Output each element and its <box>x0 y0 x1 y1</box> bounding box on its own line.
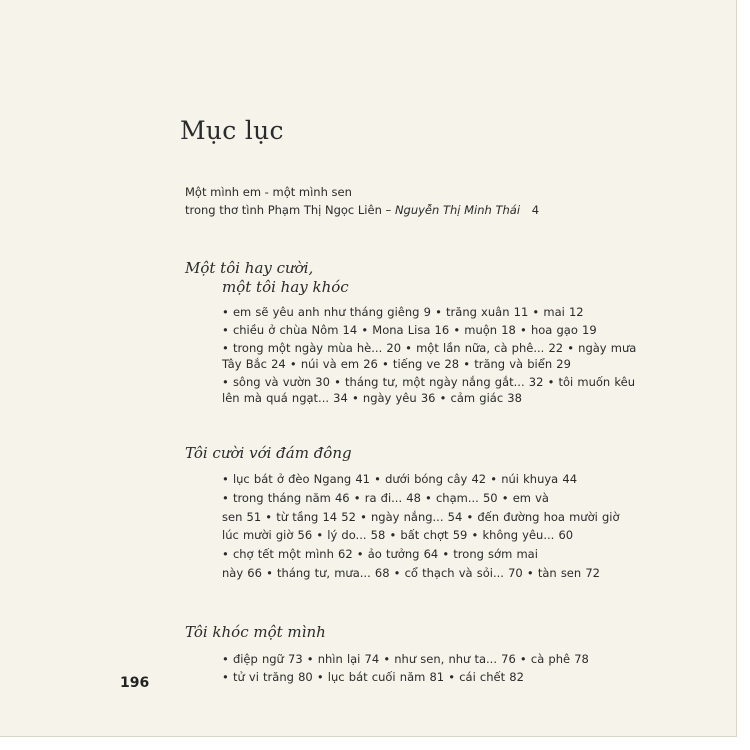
page-title: Mục lục <box>180 116 284 145</box>
toc-line: • sông và vườn 30 • tháng tư, một ngày nắng gắt... 32 • tôi muốn kêu <box>222 375 635 389</box>
section-1-title-line2: một tôi hay khóc <box>222 278 349 296</box>
intro-title-line: Một mình em - một mình sen <box>185 185 352 199</box>
toc-line: • trong một ngày mùa hè... 20 • một lần nữa, cà phê... 22 • ngày mưa <box>222 341 637 355</box>
section-3-title: Tôi khóc một mình <box>185 623 326 641</box>
toc-line: • tử vi trăng 80 • lục bát cuối năm 81 • cái chết 82 <box>222 670 524 684</box>
toc-line: • em sẽ yêu anh như tháng giêng 9 • trăng xuân 11 • mai 12 <box>222 305 584 319</box>
toc-line: • chợ tết một mình 62 • ảo tưởng 64 • trong sớm mai <box>222 547 538 561</box>
intro-author: Nguyễn Thị Minh Thái <box>394 203 521 217</box>
toc-line: Tây Bắc 24 • núi và em 26 • tiếng ve 28 • trăng và biển 29 <box>222 357 571 371</box>
toc-line: • chiều ở chùa Nôm 14 • Mona Lisa 16 • muộn 18 • hoa gạo 19 <box>222 323 597 337</box>
section-1-title: Một tôi hay cười, <box>185 259 314 277</box>
intro-subtitle-text: trong thơ tình Phạm Thị Ngọc Liên – <box>185 203 392 217</box>
toc-line: • lục bát ở đèo Ngang 41 • dưới bóng cây 42 • núi khuya 44 <box>222 472 578 486</box>
toc-line: • điệp ngữ 73 • nhìn lại 74 • như sen, như ta... 76 • cà phê 78 <box>222 652 589 666</box>
toc-line: này 66 • tháng tư, mưa... 68 • cổ thạch và sỏi... 70 • tàn sen 72 <box>222 566 600 580</box>
page-number: 196 <box>120 675 150 691</box>
intro-page-number: 4 <box>531 203 540 217</box>
toc-line: lên mà quá ngạt... 34 • ngày yêu 36 • cảm giác 38 <box>222 391 522 405</box>
toc-line: • trong tháng năm 46 • ra đi... 48 • chạm... 50 • em và <box>222 491 549 505</box>
toc-line: sen 51 • từ tầng 14 52 • ngày nắng... 54 • đến đường hoa mười giờ <box>222 510 620 524</box>
section-2-title: Tôi cười với đám đông <box>185 444 352 462</box>
toc-line: lúc mười giờ 56 • lý do... 58 • bất chợt 59 • không yêu... 60 <box>222 528 574 542</box>
intro-subtitle-line <box>185 203 539 217</box>
